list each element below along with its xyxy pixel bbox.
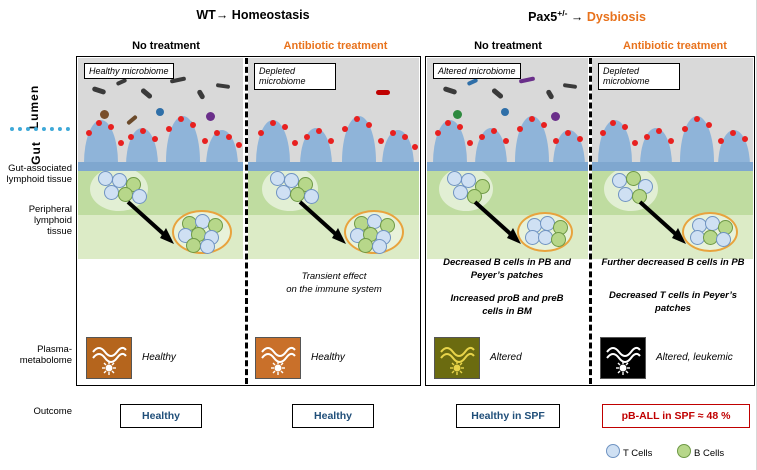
t-cell-icon	[606, 444, 620, 458]
legend-label-t: T Cells	[623, 448, 653, 459]
group-title-wt-arrow: →	[215, 8, 232, 22]
microbiome-label-2: Depleted microbiome	[254, 63, 336, 90]
outcome-box-2: Healthy	[292, 404, 374, 428]
row-label-gut: Gut	[28, 141, 43, 165]
group-title-pax5-arrow: →	[567, 10, 587, 25]
metabolome-label-1: Healthy	[142, 352, 176, 363]
column-title-2: Antibiotic treatment	[283, 40, 388, 52]
group-title-pax5-state: Dysbiosis	[586, 10, 646, 25]
microbiome-label-1: Healthy microbiome	[84, 63, 174, 79]
legend-b-cells	[677, 444, 724, 459]
annotation-col4-a-line1: Further decreased B cells in PB	[601, 257, 745, 268]
outcome-box-4: pB-ALL in SPF ≈ 48 %	[602, 404, 750, 428]
b-cell-icon	[677, 444, 691, 458]
panel-illustration-4	[592, 58, 753, 259]
annotation-col2	[252, 271, 416, 297]
annotation-col4-b	[592, 290, 754, 316]
annotation-col3-a-line1: Decreased B cells in PB and	[443, 257, 571, 268]
annotation-col4-b-line1: Decreased T cells in Peyer’s	[609, 290, 737, 301]
row-label-peripheral: Peripheral lymphoid tissue	[28, 204, 72, 237]
row-label-outcome: Outcome	[33, 406, 72, 417]
annotation-col3-a-line2: Peyer’s patches	[470, 269, 544, 281]
annotation-col3-b	[428, 293, 586, 319]
group-title-wt-main: WT	[196, 8, 216, 22]
annotation-col3-b-line1: Increased proB and preB	[450, 293, 564, 304]
outcome-box-3: Healthy in SPF	[456, 404, 560, 428]
microbiome-label-3: Altered microbiome	[433, 63, 521, 79]
group-title-pax5-main: Pax5	[528, 10, 558, 25]
metabolome-swatch-4	[600, 337, 646, 379]
metabolome-label-4: Altered, leukemic	[656, 352, 733, 363]
column-title-1: No treatment	[132, 40, 200, 52]
annotation-col4-a	[592, 257, 754, 270]
annotation-col2-line1: Transient effect	[301, 271, 367, 282]
annotation-col3-a	[428, 257, 586, 283]
metabolome-swatch-2	[255, 337, 301, 379]
panel-illustration-3	[427, 58, 588, 259]
metabolome-label-2: Healthy	[311, 352, 345, 363]
metabolome-label-3: Altered	[490, 352, 522, 363]
column-title-4: Antibiotic treatment	[623, 40, 727, 52]
row-label-galt: Gut-associated lymphoid tissue	[6, 163, 72, 185]
panel-illustration-1	[78, 58, 243, 259]
group-title-wt	[88, 8, 418, 22]
metabolome-swatch-3	[434, 337, 480, 379]
annotation-col2-line2: on the immune system	[286, 283, 382, 295]
row-label-plasma: Plasma- metabolome	[19, 344, 72, 366]
microbiome-label-4: Depleted microbiome	[598, 63, 680, 90]
legend-t-cells	[606, 444, 652, 459]
row-label-lumen: Lumen	[27, 84, 42, 130]
annotation-col3-b-line2: cells in BM	[482, 305, 532, 317]
annotation-col4-b-line2: patches	[655, 302, 691, 314]
legend-label-b: B Cells	[694, 448, 725, 459]
gut-boundary-line	[10, 127, 70, 131]
group-title-pax5	[422, 8, 752, 24]
outcome-box-1: Healthy	[120, 404, 202, 428]
panel-illustration-2	[248, 58, 419, 259]
column-title-3: No treatment	[474, 40, 542, 52]
group-title-wt-state: Homeostasis	[231, 8, 310, 22]
group-title-pax5-sup: +/-	[557, 8, 568, 18]
metabolome-swatch-1	[86, 337, 132, 379]
